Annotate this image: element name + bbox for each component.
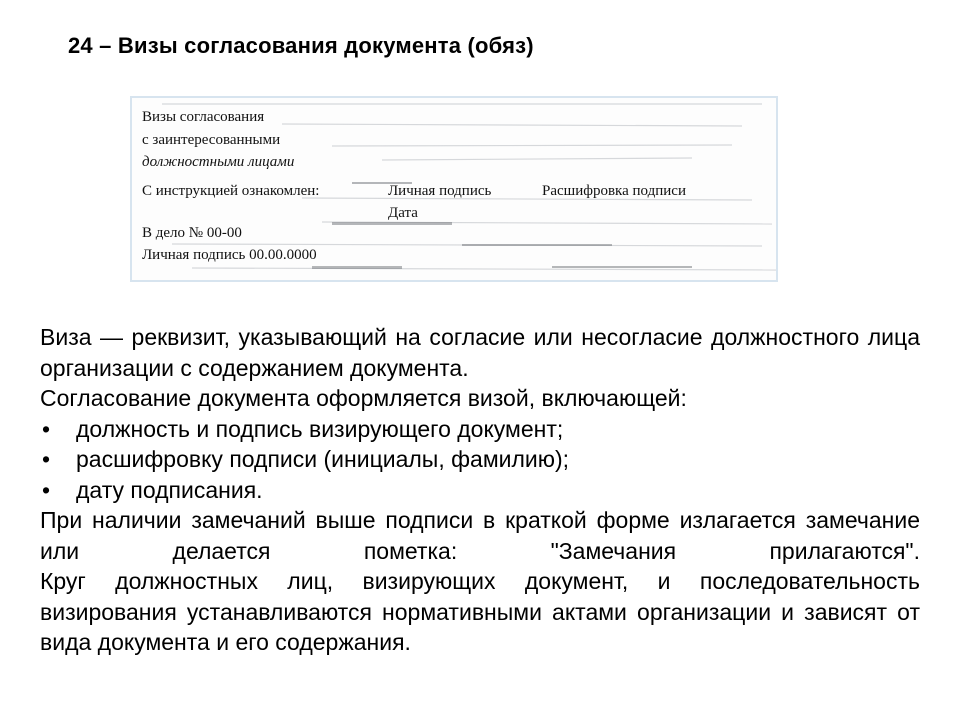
list-item [40, 475, 920, 506]
to-file-label: В дело № 00-00 [142, 225, 242, 241]
slide-title: 24 – Визы согласования документа (обяз) [68, 33, 534, 58]
list-item [40, 414, 920, 445]
date-label: Дата [388, 205, 418, 221]
intro-paragraph: Согласование документа оформляется визой, включающей: [40, 385, 687, 411]
bullet-icon: • [42, 446, 51, 472]
list-item [40, 444, 920, 475]
personal-signature-label: Личная подпись [388, 183, 492, 199]
instruction-label: С инструкцией ознакомлен: [142, 183, 320, 199]
visas-label-line2: с заинтересованными [142, 132, 281, 148]
definition-paragraph: Виза — реквизит, указывающий на согласие или несогласие должностного лица организации с содержанием документа. [40, 324, 920, 381]
bullet-icon: • [42, 476, 51, 503]
circle-paragraph: Круг должностных лиц, визирующих документ, и последовательность визирования устанавливаются нормативными актами организации и зависят от вида документа и его содержания. [40, 568, 920, 655]
list-item-text: расшифровку подписи (инициалы, фамилию); [76, 446, 570, 472]
remarks-paragraph: При наличии замечаний выше подписи в краткой форме излагается замечание или делается пометка: "Замечания прилагаются". [40, 507, 920, 564]
body-text [40, 322, 920, 658]
visas-label-line1: Визы согласования [142, 109, 265, 125]
bullet-icon: • [42, 415, 51, 442]
list-item-text: дату подписания. [76, 476, 263, 503]
visas-label-line3: должностными лицами [142, 154, 295, 170]
list-item-text: должность и подпись визирующего документ; [76, 415, 564, 442]
signature-decoding-label: Расшифровка подписи [542, 183, 686, 199]
form-scan-image [130, 96, 778, 282]
personal-signature-date-label: Личная подпись 00.00.0000 [142, 247, 317, 263]
